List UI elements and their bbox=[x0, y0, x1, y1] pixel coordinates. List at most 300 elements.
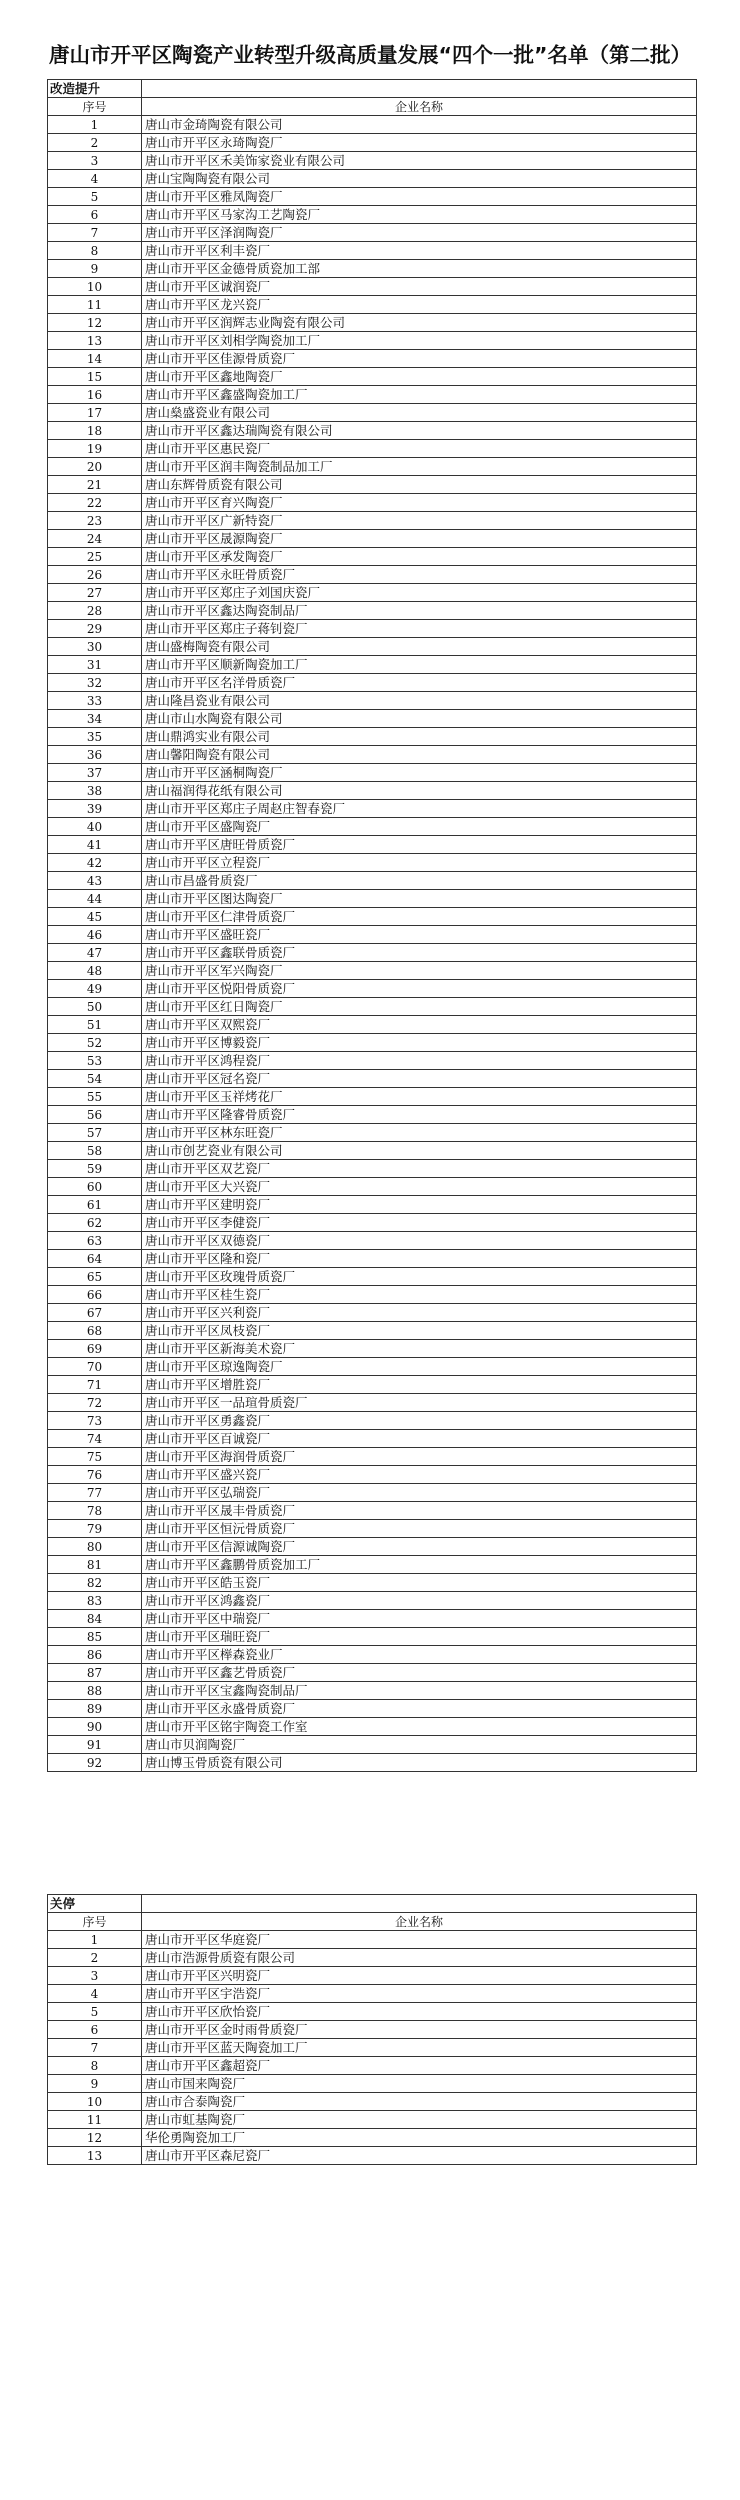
row-number: 72 bbox=[48, 1394, 142, 1412]
company-name: 唐山市开平区郑庄子刘国庆瓷厂 bbox=[142, 584, 697, 602]
table-row bbox=[48, 1304, 697, 1322]
company-name: 唐山市开平区宇浩瓷厂 bbox=[142, 1985, 697, 2003]
company-name: 唐山市开平区顺新陶瓷加工厂 bbox=[142, 656, 697, 674]
row-number: 17 bbox=[48, 404, 142, 422]
table-row bbox=[48, 314, 697, 332]
table-row bbox=[48, 926, 697, 944]
table-row bbox=[48, 746, 697, 764]
row-number: 2 bbox=[48, 1949, 142, 1967]
row-number: 51 bbox=[48, 1016, 142, 1034]
company-name: 唐山市开平区鑫联骨质瓷厂 bbox=[142, 944, 697, 962]
company-name: 唐山市山水陶瓷有限公司 bbox=[142, 710, 697, 728]
table-row bbox=[48, 620, 697, 638]
row-number: 21 bbox=[48, 476, 142, 494]
table-row bbox=[48, 2111, 697, 2129]
table-row bbox=[48, 530, 697, 548]
company-name: 唐山市开平区郑庄子蒋钊瓷厂 bbox=[142, 620, 697, 638]
row-number: 79 bbox=[48, 1520, 142, 1538]
company-name: 唐山市开平区弘瑞瓷厂 bbox=[142, 1484, 697, 1502]
row-number: 44 bbox=[48, 890, 142, 908]
company-name: 唐山市开平区林东旺瓷厂 bbox=[142, 1124, 697, 1142]
row-number: 91 bbox=[48, 1736, 142, 1754]
company-name: 唐山市开平区榉森瓷业厂 bbox=[142, 1646, 697, 1664]
company-name: 唐山市开平区玉祥烤花厂 bbox=[142, 1088, 697, 1106]
table-row bbox=[48, 2129, 697, 2147]
company-name: 唐山市贝润陶瓷厂 bbox=[142, 1736, 697, 1754]
company-name: 唐山市开平区鑫盛陶瓷加工厂 bbox=[142, 386, 697, 404]
table-row bbox=[48, 836, 697, 854]
company-name: 唐山市开平区鑫艺骨质瓷厂 bbox=[142, 1664, 697, 1682]
table-row bbox=[48, 1592, 697, 1610]
row-number: 43 bbox=[48, 872, 142, 890]
table-row bbox=[48, 2021, 697, 2039]
table-row bbox=[48, 1196, 697, 1214]
company-name: 唐山市开平区红日陶瓷厂 bbox=[142, 998, 697, 1016]
table-row bbox=[48, 188, 697, 206]
company-name: 唐山市开平区双熙瓷厂 bbox=[142, 1016, 697, 1034]
row-number: 7 bbox=[48, 224, 142, 242]
section-label-closure: 关停 bbox=[48, 1895, 142, 1913]
row-number: 57 bbox=[48, 1124, 142, 1142]
table-row bbox=[48, 1448, 697, 1466]
row-number: 16 bbox=[48, 386, 142, 404]
row-number: 86 bbox=[48, 1646, 142, 1664]
table-row bbox=[48, 260, 697, 278]
section-label-upgrade: 改造提升 bbox=[48, 80, 142, 98]
company-name: 唐山市开平区宝鑫陶瓷制品厂 bbox=[142, 1682, 697, 1700]
company-name: 唐山市开平区琼逸陶瓷厂 bbox=[142, 1358, 697, 1376]
row-number: 46 bbox=[48, 926, 142, 944]
table-row bbox=[48, 404, 697, 422]
table-row bbox=[48, 584, 697, 602]
table-row bbox=[48, 1736, 697, 1754]
table-row bbox=[48, 656, 697, 674]
row-number: 12 bbox=[48, 2129, 142, 2147]
row-number: 42 bbox=[48, 854, 142, 872]
company-name: 唐山市开平区大兴瓷厂 bbox=[142, 1178, 697, 1196]
company-name: 唐山市开平区仁津骨质瓷厂 bbox=[142, 908, 697, 926]
company-name: 唐山燊盛瓷业有限公司 bbox=[142, 404, 697, 422]
company-name: 唐山市开平区禾美饰家瓷业有限公司 bbox=[142, 152, 697, 170]
table-row bbox=[48, 1250, 697, 1268]
table-row bbox=[48, 548, 697, 566]
company-name: 唐山市开平区润丰陶瓷制品加工厂 bbox=[142, 458, 697, 476]
table-row bbox=[48, 1394, 697, 1412]
table-row bbox=[48, 800, 697, 818]
table-row bbox=[48, 1070, 697, 1088]
table-row bbox=[48, 1700, 697, 1718]
company-name: 唐山市开平区中瑞瓷厂 bbox=[142, 1610, 697, 1628]
table-row bbox=[48, 1322, 697, 1340]
table-row bbox=[48, 1412, 697, 1430]
table-row bbox=[48, 1016, 697, 1034]
table-row bbox=[48, 1466, 697, 1484]
table-row bbox=[48, 1754, 697, 1772]
company-name: 唐山市开平区铭宇陶瓷工作室 bbox=[142, 1718, 697, 1736]
company-name: 唐山隆昌瓷业有限公司 bbox=[142, 692, 697, 710]
company-name: 唐山市合泰陶瓷厂 bbox=[142, 2093, 697, 2111]
row-number: 85 bbox=[48, 1628, 142, 1646]
table-row bbox=[48, 818, 697, 836]
table-row bbox=[48, 206, 697, 224]
row-number: 3 bbox=[48, 1967, 142, 1985]
table-row bbox=[48, 386, 697, 404]
company-name: 唐山市开平区兴利瓷厂 bbox=[142, 1304, 697, 1322]
table-row bbox=[48, 998, 697, 1016]
company-name: 唐山市开平区涵桐陶瓷厂 bbox=[142, 764, 697, 782]
row-number: 23 bbox=[48, 512, 142, 530]
row-number: 27 bbox=[48, 584, 142, 602]
row-number: 11 bbox=[48, 2111, 142, 2129]
company-name: 唐山盛梅陶瓷有限公司 bbox=[142, 638, 697, 656]
company-name: 唐山宝陶陶瓷有限公司 bbox=[142, 170, 697, 188]
row-number: 60 bbox=[48, 1178, 142, 1196]
table-row bbox=[48, 1538, 697, 1556]
company-name: 唐山市开平区盛旺瓷厂 bbox=[142, 926, 697, 944]
company-name: 唐山市开平区惠民瓷厂 bbox=[142, 440, 697, 458]
row-number: 15 bbox=[48, 368, 142, 386]
company-name: 唐山市开平区金德骨质瓷加工部 bbox=[142, 260, 697, 278]
company-name: 唐山市开平区海润骨质瓷厂 bbox=[142, 1448, 697, 1466]
row-number: 30 bbox=[48, 638, 142, 656]
row-number: 26 bbox=[48, 566, 142, 584]
row-number: 54 bbox=[48, 1070, 142, 1088]
company-name: 唐山市开平区森尼瓷厂 bbox=[142, 2147, 697, 2165]
row-number: 13 bbox=[48, 2147, 142, 2165]
company-name: 唐山馨阳陶瓷有限公司 bbox=[142, 746, 697, 764]
company-name: 唐山东辉骨质瓷有限公司 bbox=[142, 476, 697, 494]
row-number: 34 bbox=[48, 710, 142, 728]
table-row bbox=[48, 1520, 697, 1538]
table-row bbox=[48, 1628, 697, 1646]
company-name: 唐山市开平区鸿鑫瓷厂 bbox=[142, 1592, 697, 1610]
table-row bbox=[48, 1430, 697, 1448]
row-number: 5 bbox=[48, 188, 142, 206]
row-number: 10 bbox=[48, 278, 142, 296]
row-number: 70 bbox=[48, 1358, 142, 1376]
table-row bbox=[48, 1985, 697, 2003]
table-row bbox=[48, 242, 697, 260]
table-row bbox=[48, 494, 697, 512]
company-name: 唐山市开平区鑫达陶瓷制品厂 bbox=[142, 602, 697, 620]
company-name: 唐山市开平区郑庄子周赵庄智春瓷厂 bbox=[142, 800, 697, 818]
row-number: 52 bbox=[48, 1034, 142, 1052]
table-row bbox=[48, 980, 697, 998]
row-number: 76 bbox=[48, 1466, 142, 1484]
row-number: 55 bbox=[48, 1088, 142, 1106]
table-row bbox=[48, 224, 697, 242]
row-number: 48 bbox=[48, 962, 142, 980]
company-name: 唐山市金琦陶瓷有限公司 bbox=[142, 116, 697, 134]
company-name: 唐山市开平区永盛骨质瓷厂 bbox=[142, 1700, 697, 1718]
row-number: 7 bbox=[48, 2039, 142, 2057]
table-row bbox=[48, 332, 697, 350]
company-name: 唐山市开平区广新特瓷厂 bbox=[142, 512, 697, 530]
table-row bbox=[48, 692, 697, 710]
table-row bbox=[48, 890, 697, 908]
row-number: 29 bbox=[48, 620, 142, 638]
table-row bbox=[48, 2147, 697, 2165]
row-number: 19 bbox=[48, 440, 142, 458]
row-number: 32 bbox=[48, 674, 142, 692]
company-name: 唐山市开平区增胜瓷厂 bbox=[142, 1376, 697, 1394]
row-number: 87 bbox=[48, 1664, 142, 1682]
row-number: 1 bbox=[48, 1931, 142, 1949]
row-number: 38 bbox=[48, 782, 142, 800]
company-name: 唐山福润得花纸有限公司 bbox=[142, 782, 697, 800]
column-header-number: 序号 bbox=[48, 1913, 142, 1931]
company-name: 唐山市浩源骨质瓷有限公司 bbox=[142, 1949, 697, 1967]
table-row bbox=[48, 476, 697, 494]
row-number: 82 bbox=[48, 1574, 142, 1592]
company-name: 唐山市开平区晟源陶瓷厂 bbox=[142, 530, 697, 548]
table-row bbox=[48, 2093, 697, 2111]
table-row bbox=[48, 116, 697, 134]
company-name: 唐山市开平区隆睿骨质瓷厂 bbox=[142, 1106, 697, 1124]
company-name: 唐山市开平区鑫地陶瓷厂 bbox=[142, 368, 697, 386]
row-number: 83 bbox=[48, 1592, 142, 1610]
table-row bbox=[48, 1052, 697, 1070]
row-number: 6 bbox=[48, 2021, 142, 2039]
company-name: 唐山市开平区龙兴瓷厂 bbox=[142, 296, 697, 314]
row-number: 22 bbox=[48, 494, 142, 512]
table-row bbox=[48, 170, 697, 188]
table-row bbox=[48, 1484, 697, 1502]
row-number: 1 bbox=[48, 116, 142, 134]
company-name: 唐山市国来陶瓷厂 bbox=[142, 2075, 697, 2093]
table-row bbox=[48, 1682, 697, 1700]
table-row bbox=[48, 422, 697, 440]
table-row bbox=[48, 854, 697, 872]
row-number: 74 bbox=[48, 1430, 142, 1448]
row-number: 39 bbox=[48, 800, 142, 818]
company-name: 唐山市开平区唐旺骨质瓷厂 bbox=[142, 836, 697, 854]
column-header-company: 企业名称 bbox=[142, 1913, 697, 1931]
company-name: 唐山市开平区华庭瓷厂 bbox=[142, 1931, 697, 1949]
row-number: 4 bbox=[48, 1985, 142, 2003]
table-row bbox=[48, 1376, 697, 1394]
company-name: 唐山市开平区一品瑄骨质瓷厂 bbox=[142, 1394, 697, 1412]
row-number: 77 bbox=[48, 1484, 142, 1502]
table-row bbox=[48, 566, 697, 584]
company-name: 唐山市开平区勇鑫瓷厂 bbox=[142, 1412, 697, 1430]
row-number: 88 bbox=[48, 1682, 142, 1700]
company-name: 唐山市开平区双德瓷厂 bbox=[142, 1232, 697, 1250]
row-number: 73 bbox=[48, 1412, 142, 1430]
table-row bbox=[48, 1268, 697, 1286]
company-name: 唐山市开平区凤枝瓷厂 bbox=[142, 1322, 697, 1340]
row-number: 56 bbox=[48, 1106, 142, 1124]
row-number: 9 bbox=[48, 2075, 142, 2093]
row-number: 67 bbox=[48, 1304, 142, 1322]
row-number: 6 bbox=[48, 206, 142, 224]
company-name: 唐山市开平区隆和瓷厂 bbox=[142, 1250, 697, 1268]
table-row bbox=[48, 2075, 697, 2093]
company-name: 唐山市开平区双艺瓷厂 bbox=[142, 1160, 697, 1178]
table-row bbox=[48, 674, 697, 692]
company-name: 唐山市开平区军兴陶瓷厂 bbox=[142, 962, 697, 980]
table-row bbox=[48, 350, 697, 368]
row-number: 58 bbox=[48, 1142, 142, 1160]
row-number: 36 bbox=[48, 746, 142, 764]
table-row bbox=[48, 458, 697, 476]
row-number: 9 bbox=[48, 260, 142, 278]
table-row bbox=[48, 2039, 697, 2057]
row-number: 50 bbox=[48, 998, 142, 1016]
company-name: 唐山市开平区雅凤陶瓷厂 bbox=[142, 188, 697, 206]
row-number: 47 bbox=[48, 944, 142, 962]
table-row bbox=[48, 944, 697, 962]
table-row bbox=[48, 1556, 697, 1574]
row-number: 2 bbox=[48, 134, 142, 152]
row-number: 92 bbox=[48, 1754, 142, 1772]
closure-table bbox=[47, 1894, 697, 2165]
company-name: 唐山市开平区蓝天陶瓷加工厂 bbox=[142, 2039, 697, 2057]
company-name: 唐山市开平区建明瓷厂 bbox=[142, 1196, 697, 1214]
row-number: 8 bbox=[48, 2057, 142, 2075]
company-name: 唐山市开平区诚润瓷厂 bbox=[142, 278, 697, 296]
table-row bbox=[48, 1931, 697, 1949]
row-number: 8 bbox=[48, 242, 142, 260]
table-row bbox=[48, 512, 697, 530]
row-number: 41 bbox=[48, 836, 142, 854]
table-row bbox=[48, 2003, 697, 2021]
company-name: 唐山市开平区冠名瓷厂 bbox=[142, 1070, 697, 1088]
company-name: 唐山市开平区鑫鹏骨质瓷加工厂 bbox=[142, 1556, 697, 1574]
table-row bbox=[48, 1949, 697, 1967]
row-number: 59 bbox=[48, 1160, 142, 1178]
table-row bbox=[48, 1574, 697, 1592]
column-header-company: 企业名称 bbox=[142, 98, 697, 116]
company-name: 唐山市开平区晟丰骨质瓷厂 bbox=[142, 1502, 697, 1520]
company-name: 唐山市开平区李健瓷厂 bbox=[142, 1214, 697, 1232]
company-name: 唐山市开平区新海美术瓷厂 bbox=[142, 1340, 697, 1358]
row-number: 37 bbox=[48, 764, 142, 782]
row-number: 33 bbox=[48, 692, 142, 710]
row-number: 63 bbox=[48, 1232, 142, 1250]
row-number: 14 bbox=[48, 350, 142, 368]
row-number: 35 bbox=[48, 728, 142, 746]
row-number: 53 bbox=[48, 1052, 142, 1070]
table-row bbox=[48, 2057, 697, 2075]
company-name: 唐山市开平区鑫达瑞陶瓷有限公司 bbox=[142, 422, 697, 440]
company-name: 唐山市昌盛骨质瓷厂 bbox=[142, 872, 697, 890]
row-number: 24 bbox=[48, 530, 142, 548]
row-number: 10 bbox=[48, 2093, 142, 2111]
row-number: 25 bbox=[48, 548, 142, 566]
company-name: 唐山市开平区鑫超瓷厂 bbox=[142, 2057, 697, 2075]
row-number: 40 bbox=[48, 818, 142, 836]
company-name: 唐山市开平区恒沅骨质瓷厂 bbox=[142, 1520, 697, 1538]
row-number: 20 bbox=[48, 458, 142, 476]
company-name: 唐山鼎鸿实业有限公司 bbox=[142, 728, 697, 746]
row-number: 45 bbox=[48, 908, 142, 926]
row-number: 84 bbox=[48, 1610, 142, 1628]
company-name: 唐山市开平区欣怡瓷厂 bbox=[142, 2003, 697, 2021]
table-row bbox=[48, 1502, 697, 1520]
company-name: 唐山市开平区瑞旺瓷厂 bbox=[142, 1628, 697, 1646]
row-number: 65 bbox=[48, 1268, 142, 1286]
row-number: 64 bbox=[48, 1250, 142, 1268]
table-row bbox=[48, 1358, 697, 1376]
row-number: 18 bbox=[48, 422, 142, 440]
company-name: 唐山市开平区百诚瓷厂 bbox=[142, 1430, 697, 1448]
table-row bbox=[48, 1286, 697, 1304]
company-name: 唐山市开平区润辉志业陶瓷有限公司 bbox=[142, 314, 697, 332]
table-row bbox=[48, 872, 697, 890]
company-name: 唐山市虹基陶瓷厂 bbox=[142, 2111, 697, 2129]
row-number: 78 bbox=[48, 1502, 142, 1520]
company-name: 唐山市开平区悦阳骨质瓷厂 bbox=[142, 980, 697, 998]
company-name: 唐山市开平区盛陶瓷厂 bbox=[142, 818, 697, 836]
company-name: 唐山市开平区佳源骨质瓷厂 bbox=[142, 350, 697, 368]
table-row bbox=[48, 1214, 697, 1232]
table-row bbox=[48, 1124, 697, 1142]
row-number: 89 bbox=[48, 1700, 142, 1718]
table-row bbox=[48, 1034, 697, 1052]
company-name: 唐山博玉骨质瓷有限公司 bbox=[142, 1754, 697, 1772]
row-number: 75 bbox=[48, 1448, 142, 1466]
company-name: 华伦勇陶瓷加工厂 bbox=[142, 2129, 697, 2147]
table-row bbox=[48, 728, 697, 746]
company-name: 唐山市开平区皓玉瓷厂 bbox=[142, 1574, 697, 1592]
table-row bbox=[48, 764, 697, 782]
company-name: 唐山市开平区刘相学陶瓷加工厂 bbox=[142, 332, 697, 350]
row-number: 80 bbox=[48, 1538, 142, 1556]
table-row bbox=[48, 908, 697, 926]
company-name: 唐山市开平区承发陶瓷厂 bbox=[142, 548, 697, 566]
row-number: 13 bbox=[48, 332, 142, 350]
table-row bbox=[48, 638, 697, 656]
page-title: 唐山市开平区陶瓷产业转型升级高质量发展“四个一批”名单（第二批） bbox=[49, 43, 691, 67]
row-number: 3 bbox=[48, 152, 142, 170]
row-number: 68 bbox=[48, 1322, 142, 1340]
company-name: 唐山市开平区鸿程瓷厂 bbox=[142, 1052, 697, 1070]
upgrade-table bbox=[47, 79, 697, 1772]
company-name: 唐山市开平区永旺骨质瓷厂 bbox=[142, 566, 697, 584]
row-number: 49 bbox=[48, 980, 142, 998]
table-row bbox=[48, 152, 697, 170]
company-name: 唐山市开平区永琦陶瓷厂 bbox=[142, 134, 697, 152]
row-number: 28 bbox=[48, 602, 142, 620]
row-number: 12 bbox=[48, 314, 142, 332]
row-number: 5 bbox=[48, 2003, 142, 2021]
row-number: 31 bbox=[48, 656, 142, 674]
table-row bbox=[48, 1178, 697, 1196]
company-name: 唐山市开平区金时雨骨质瓷厂 bbox=[142, 2021, 697, 2039]
table-row bbox=[48, 962, 697, 980]
row-number: 4 bbox=[48, 170, 142, 188]
table-row bbox=[48, 1967, 697, 1985]
row-number: 81 bbox=[48, 1556, 142, 1574]
table-row bbox=[48, 1160, 697, 1178]
row-number: 90 bbox=[48, 1718, 142, 1736]
table-row bbox=[48, 782, 697, 800]
company-name: 唐山市开平区利丰瓷厂 bbox=[142, 242, 697, 260]
company-name: 唐山市开平区盛兴瓷厂 bbox=[142, 1466, 697, 1484]
table-row bbox=[48, 278, 697, 296]
company-name: 唐山市开平区泽润陶瓷厂 bbox=[142, 224, 697, 242]
table-row bbox=[48, 1646, 697, 1664]
table-row bbox=[48, 1610, 697, 1628]
table-row bbox=[48, 134, 697, 152]
row-number: 69 bbox=[48, 1340, 142, 1358]
company-name: 唐山市开平区博毅瓷厂 bbox=[142, 1034, 697, 1052]
table-row bbox=[48, 1718, 697, 1736]
company-name: 唐山市开平区马家沟工艺陶瓷厂 bbox=[142, 206, 697, 224]
company-name: 唐山市开平区图达陶瓷厂 bbox=[142, 890, 697, 908]
table-row bbox=[48, 602, 697, 620]
